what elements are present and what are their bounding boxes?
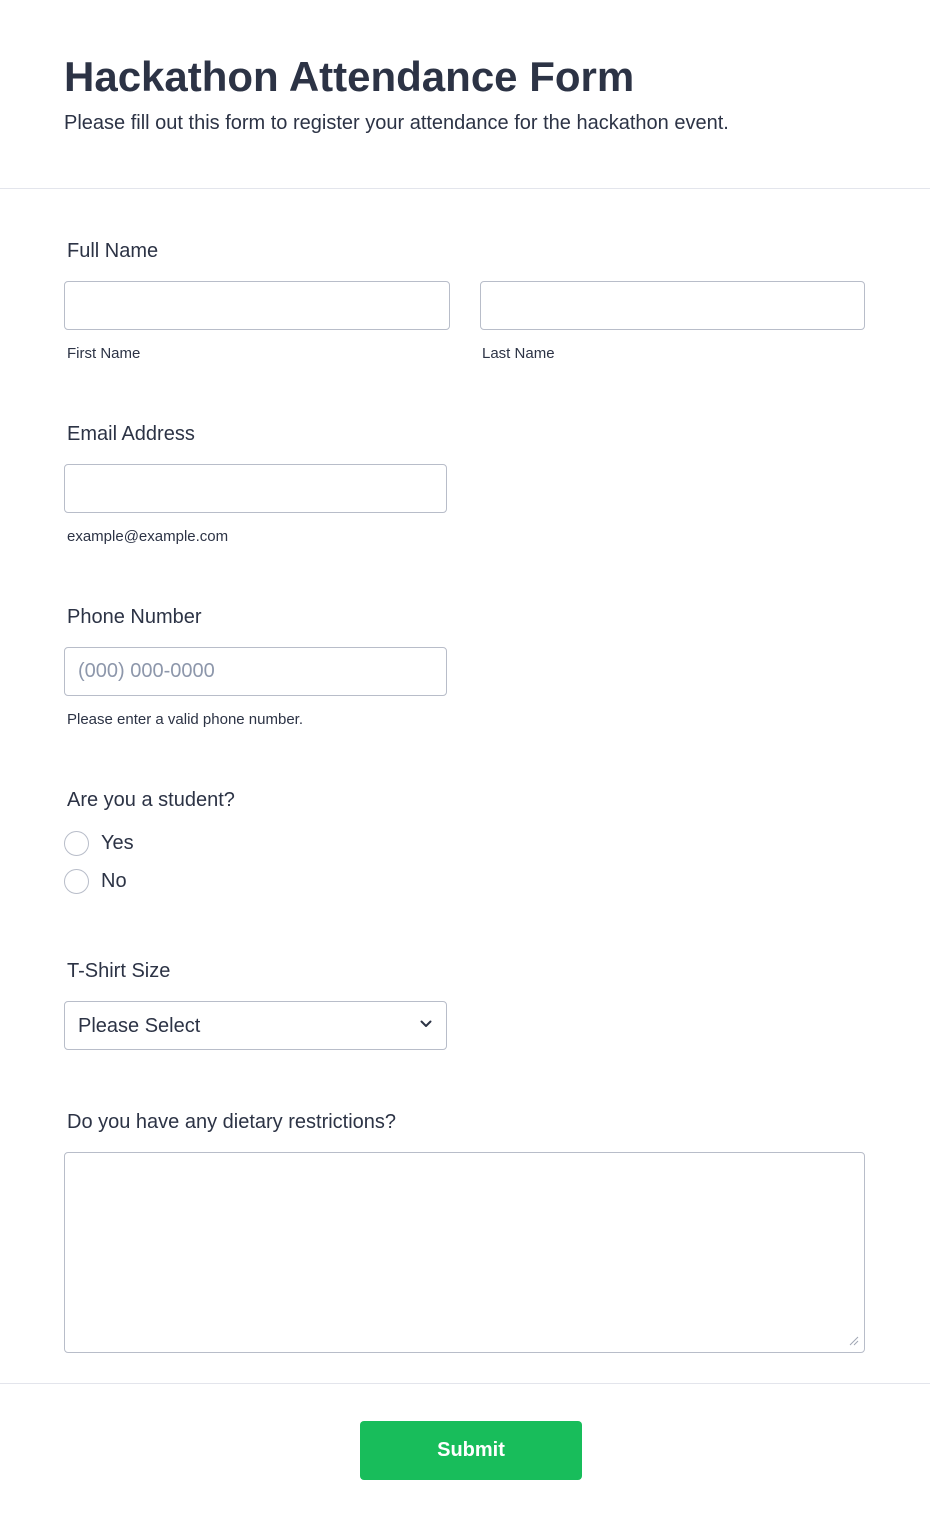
dietary-textarea[interactable] (64, 1152, 865, 1353)
resize-handle-icon[interactable] (849, 1336, 859, 1346)
full-name-label: Full Name (67, 240, 159, 262)
footer-divider (0, 1383, 930, 1384)
submit-button[interactable]: Submit (360, 1421, 582, 1480)
tshirt-label: T-Shirt Size (67, 960, 171, 982)
email-input[interactable] (64, 464, 447, 513)
radio-option-yes[interactable] (64, 830, 134, 856)
phone-sublabel: Please enter a valid phone number. (67, 711, 303, 728)
last-name-input[interactable] (480, 281, 865, 330)
tshirt-select-value: Please Select (78, 1015, 201, 1037)
radio-yes-button[interactable] (64, 831, 89, 856)
phone-label: Phone Number (67, 606, 202, 628)
radio-no-button[interactable] (64, 869, 89, 894)
form-subtitle: Please fill out this form to register your attendance for the hackathon event. (64, 112, 729, 134)
first-name-input[interactable] (64, 281, 450, 330)
student-label: Are you a student? (67, 789, 235, 811)
form-title: Hackathon Attendance Form (64, 53, 635, 100)
radio-option-no[interactable] (64, 868, 127, 894)
first-name-sublabel: First Name (67, 345, 141, 362)
chevron-down-icon (420, 1018, 432, 1030)
dietary-label: Do you have any dietary restrictions? (67, 1111, 397, 1133)
radio-yes-label[interactable]: Yes (101, 832, 134, 854)
form-header (0, 0, 930, 189)
email-label: Email Address (67, 423, 195, 445)
tshirt-size-select[interactable] (64, 1001, 447, 1050)
phone-input[interactable] (64, 647, 447, 696)
email-sublabel: example@example.com (67, 528, 229, 545)
radio-no-label[interactable]: No (101, 870, 127, 892)
last-name-sublabel: Last Name (482, 345, 555, 362)
